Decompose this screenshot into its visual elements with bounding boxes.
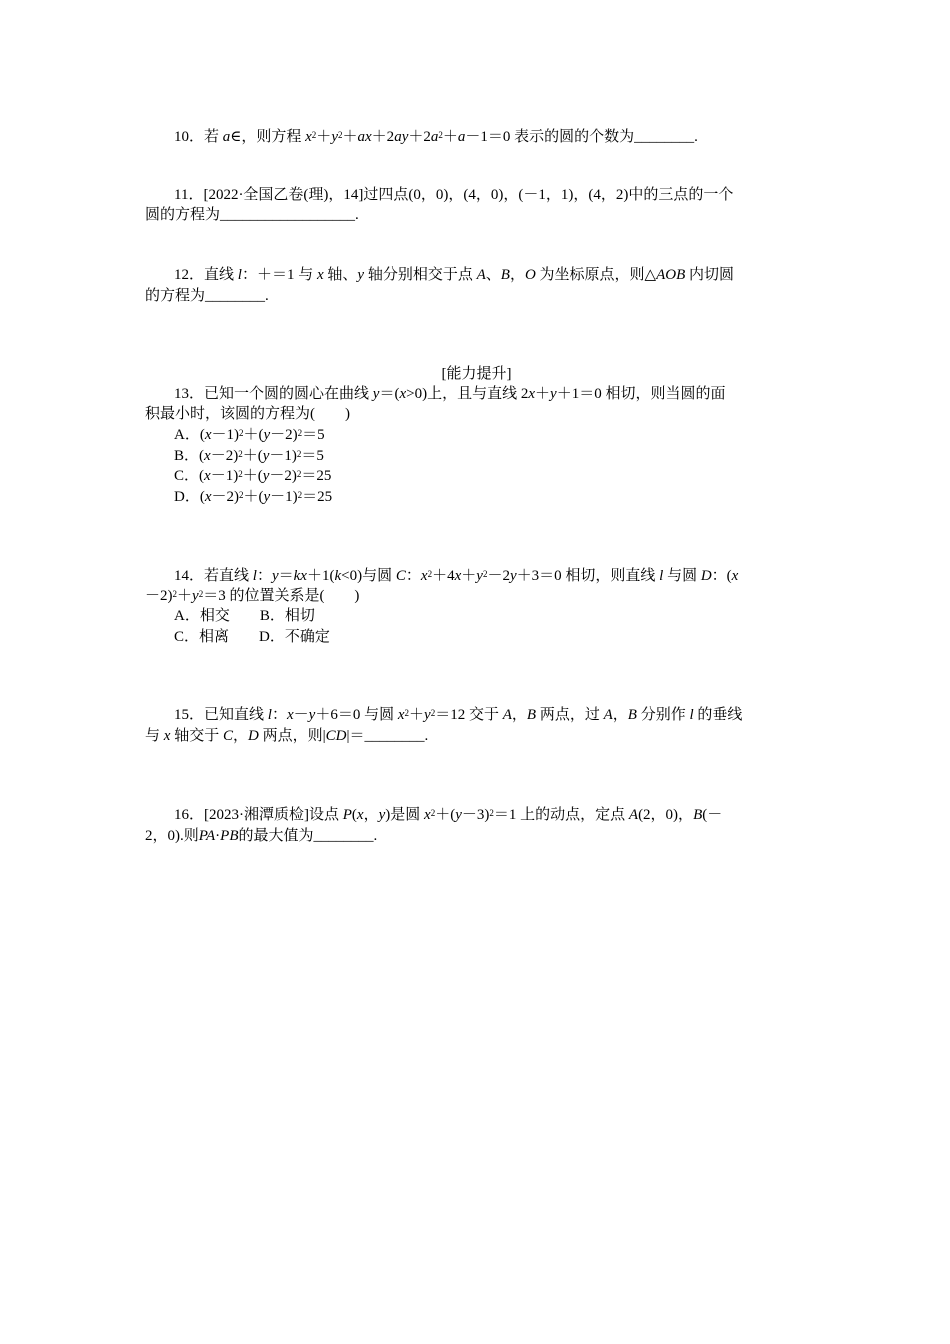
q13-option-a: A．$(x-1)^2+(y-2)^2=5$ [174, 427, 325, 443]
section-title: [能力提升] [441, 366, 512, 382]
question-16-line1: 16．[2023·湘潭质检]设点 P(x，y)是圆 $x^2+(y-3)^2=1$ 上的动点，定点 A(2，0)，B(－ [174, 807, 723, 823]
question-16-line2: 2，0).则PA·PB的最大值为________. [145, 828, 378, 844]
q14-options-row2: C．相离 D．不确定 [174, 629, 330, 645]
question-13-line2: 积最小时，该圆的方程为( ) [145, 406, 350, 422]
question-15-line1: 15．已知直线 l：x－y＋6＝0 与圆 $x^2+y^2=12$ 交于 A，B 两点，过 A，B 分别作 l 的垂线 [174, 707, 743, 723]
question-15-line2: 与 x 轴交于 C，D 两点，则|CD|＝________. [145, 728, 429, 744]
question-11-line1: 11．[2022·全国乙卷(理)，14]过四点(0，0)，(4，0)，(－1，1)，(4，2)中的三点的一个 [174, 187, 734, 203]
question-10 [174, 127, 698, 147]
q13-option-d: D．$(x-2)^2+(y-1)^2=25$ [174, 489, 333, 505]
question-12-line2: 的方程为________. [145, 288, 269, 304]
question-14-line1: 14．若直线 l：y＝kx＋1(k<0)与圆 C：$x^2+4x+y^2-2y+3=0$ 相切，则直线 l 与圆 D：(x [174, 568, 739, 584]
question-11-line2: 圆的方程为__________________. [145, 207, 359, 223]
q10-text: 10．若 a∈，则方程 $x^2+y^2+ax+2ay+2a^2+a-1=0$ 表示的圆的个数为________. [174, 129, 698, 145]
q13-option-b: B．$(x-2)^2+(y-1)^2=5$ [174, 448, 324, 464]
question-12-line1: 12．直线 l：＋＝1 与 x 轴、y 轴分别相交于点 A、B，O 为坐标原点，则△AOB 内切圆 [174, 267, 735, 283]
q14-options-row1: A．相交 B．相切 [174, 608, 315, 624]
question-13-line1: 13．已知一个圆的圆心在曲线 y＝(x>0)上，且与直线 2x＋y＋1＝0 相切，则当圆的面 [174, 386, 726, 402]
question-14-line2: $-2)^2+y^2=3$ 的位置关系是( ) [145, 588, 360, 604]
q13-option-c: C．$(x-1)^2+(y-2)^2=25$ [174, 468, 332, 484]
